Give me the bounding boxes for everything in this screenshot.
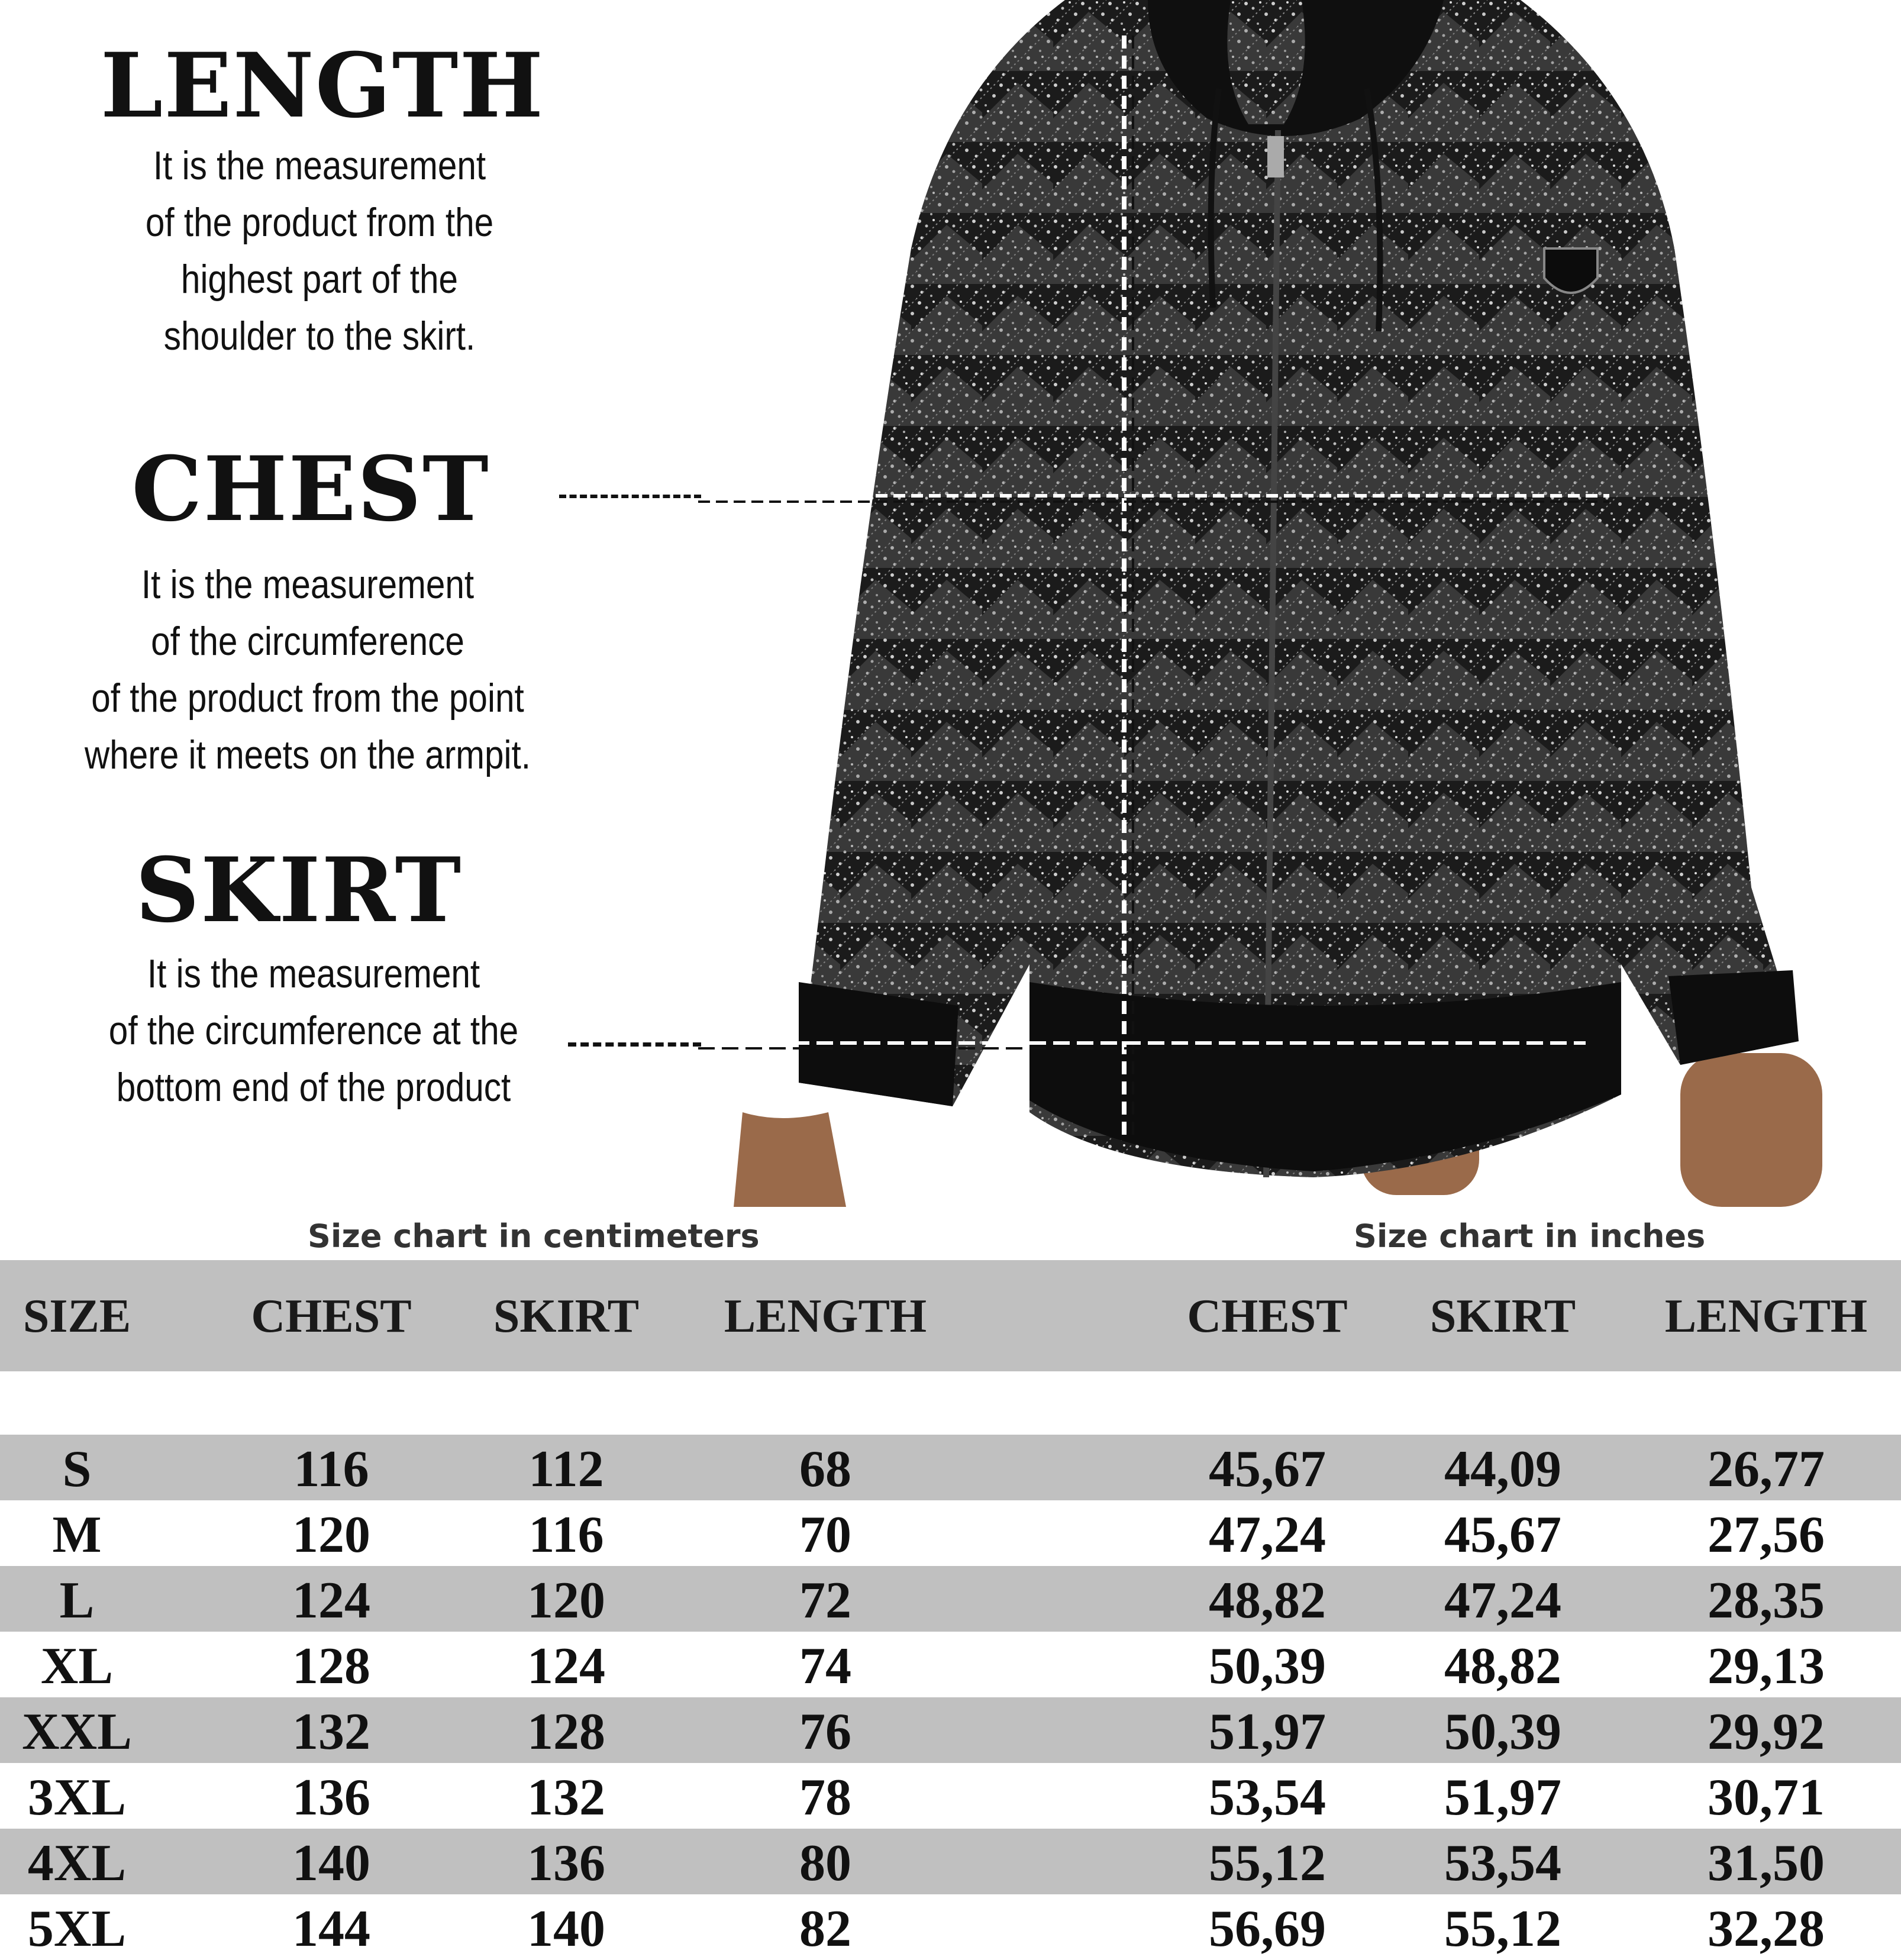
header-skirt-cm: SKIRT: [493, 1290, 640, 1342]
cell-skirt-cm: 120: [527, 1572, 605, 1629]
cell-length-in: 28,35: [1708, 1572, 1825, 1629]
cell-chest-cm: 136: [292, 1769, 370, 1826]
chest-heading: CHEST: [131, 437, 490, 541]
cell-length-in: 30,71: [1708, 1769, 1825, 1826]
chest-guide-extension: [559, 495, 701, 498]
cell-size: XL: [40, 1638, 114, 1695]
table-row: [0, 1763, 1901, 1829]
table-row: [0, 1566, 1901, 1632]
cell-size: 4XL: [27, 1835, 127, 1892]
header-chest-cm: CHEST: [251, 1290, 412, 1342]
cell-chest-in: 51,97: [1209, 1703, 1326, 1761]
table-row: [0, 1500, 1901, 1566]
header-length-cm: LENGTH: [724, 1290, 927, 1342]
skirt-heading: SKIRT: [135, 838, 463, 942]
cell-chest-cm: 132: [292, 1703, 370, 1761]
cell-skirt-cm: 140: [527, 1900, 605, 1958]
cell-chest-cm: 124: [292, 1572, 370, 1629]
cell-length-cm: 80: [799, 1835, 851, 1892]
skirt-description: It is the measurement of the circumference at the bottom end of the product: [108, 951, 519, 1110]
cell-size: M: [52, 1506, 102, 1564]
cell-skirt-cm: 132: [527, 1769, 605, 1826]
inch-table-caption: Size chart in inches: [1354, 1218, 1706, 1255]
cell-chest-in: 50,39: [1209, 1638, 1326, 1695]
cell-chest-cm: 144: [292, 1900, 370, 1958]
cell-skirt-in: 48,82: [1444, 1638, 1561, 1695]
header-chest-in: CHEST: [1187, 1290, 1348, 1342]
chest-description: It is the measurement of the circumference of the product from the point where it meets on the armpit.: [84, 562, 531, 777]
cell-length-cm: 76: [799, 1703, 851, 1761]
table-row: [0, 1829, 1901, 1894]
cell-skirt-cm: 128: [527, 1703, 605, 1761]
cell-chest-in: 56,69: [1209, 1900, 1326, 1958]
cell-length-in: 26,77: [1708, 1441, 1825, 1498]
hoodie-product-photo: [698, 0, 1901, 1207]
cell-skirt-in: 51,97: [1444, 1769, 1561, 1826]
table-row: [0, 1632, 1901, 1697]
cell-size: 3XL: [27, 1769, 127, 1826]
table-row: [0, 1697, 1901, 1763]
cell-size: XXL: [22, 1703, 132, 1761]
cell-length-cm: 78: [799, 1769, 851, 1826]
cell-length-in: 29,92: [1708, 1703, 1825, 1761]
cell-length-cm: 72: [799, 1572, 851, 1629]
cell-chest-cm: 140: [292, 1835, 370, 1892]
cell-skirt-in: 55,12: [1444, 1900, 1561, 1958]
skirt-guide-extension: [568, 1042, 701, 1047]
right-hand: [1680, 1053, 1822, 1207]
cell-chest-cm: 120: [292, 1506, 370, 1564]
zipper-pull: [1267, 136, 1284, 177]
table-header-row: [0, 1290, 1901, 1349]
cell-skirt-in: 50,39: [1444, 1703, 1561, 1761]
header-size: SIZE: [22, 1290, 131, 1342]
cell-skirt-in: 53,54: [1444, 1835, 1561, 1892]
table-row: [0, 1435, 1901, 1500]
header-length-in: LENGTH: [1664, 1290, 1868, 1342]
cell-chest-in: 47,24: [1209, 1506, 1326, 1564]
length-description: It is the measurement of the product from the highest part of the shoulder to the skirt.: [145, 143, 494, 359]
cell-length-in: 32,28: [1708, 1900, 1825, 1958]
cell-skirt-cm: 136: [527, 1835, 605, 1892]
cell-length-in: 31,50: [1708, 1835, 1825, 1892]
cm-table-caption: Size chart in centimeters: [308, 1218, 760, 1255]
cell-skirt-cm: 112: [528, 1441, 604, 1498]
cell-size: L: [59, 1572, 95, 1629]
cell-size: S: [62, 1441, 92, 1498]
cell-chest-cm: 128: [292, 1638, 370, 1695]
cell-length-in: 29,13: [1708, 1638, 1825, 1695]
cell-length-cm: 68: [799, 1441, 851, 1498]
cell-skirt-in: 47,24: [1444, 1572, 1561, 1629]
cell-chest-in: 48,82: [1209, 1572, 1326, 1629]
cell-skirt-in: 45,67: [1444, 1506, 1561, 1564]
cell-skirt-cm: 124: [527, 1638, 605, 1695]
cell-length-in: 27,56: [1708, 1506, 1825, 1564]
header-skirt-in: SKIRT: [1429, 1290, 1576, 1342]
cell-chest-in: 45,67: [1209, 1441, 1326, 1498]
cell-length-cm: 74: [799, 1638, 851, 1695]
table-row: [0, 1894, 1901, 1960]
length-heading: LENGTH: [100, 34, 545, 138]
cell-length-cm: 82: [799, 1900, 851, 1958]
cell-chest-cm: 116: [293, 1441, 369, 1498]
cell-length-cm: 70: [799, 1506, 851, 1564]
cell-chest-in: 53,54: [1209, 1769, 1326, 1826]
cell-size: 5XL: [27, 1900, 127, 1958]
cell-skirt-cm: 116: [528, 1506, 604, 1564]
cell-skirt-in: 44,09: [1444, 1441, 1561, 1498]
cell-chest-in: 55,12: [1209, 1835, 1326, 1892]
